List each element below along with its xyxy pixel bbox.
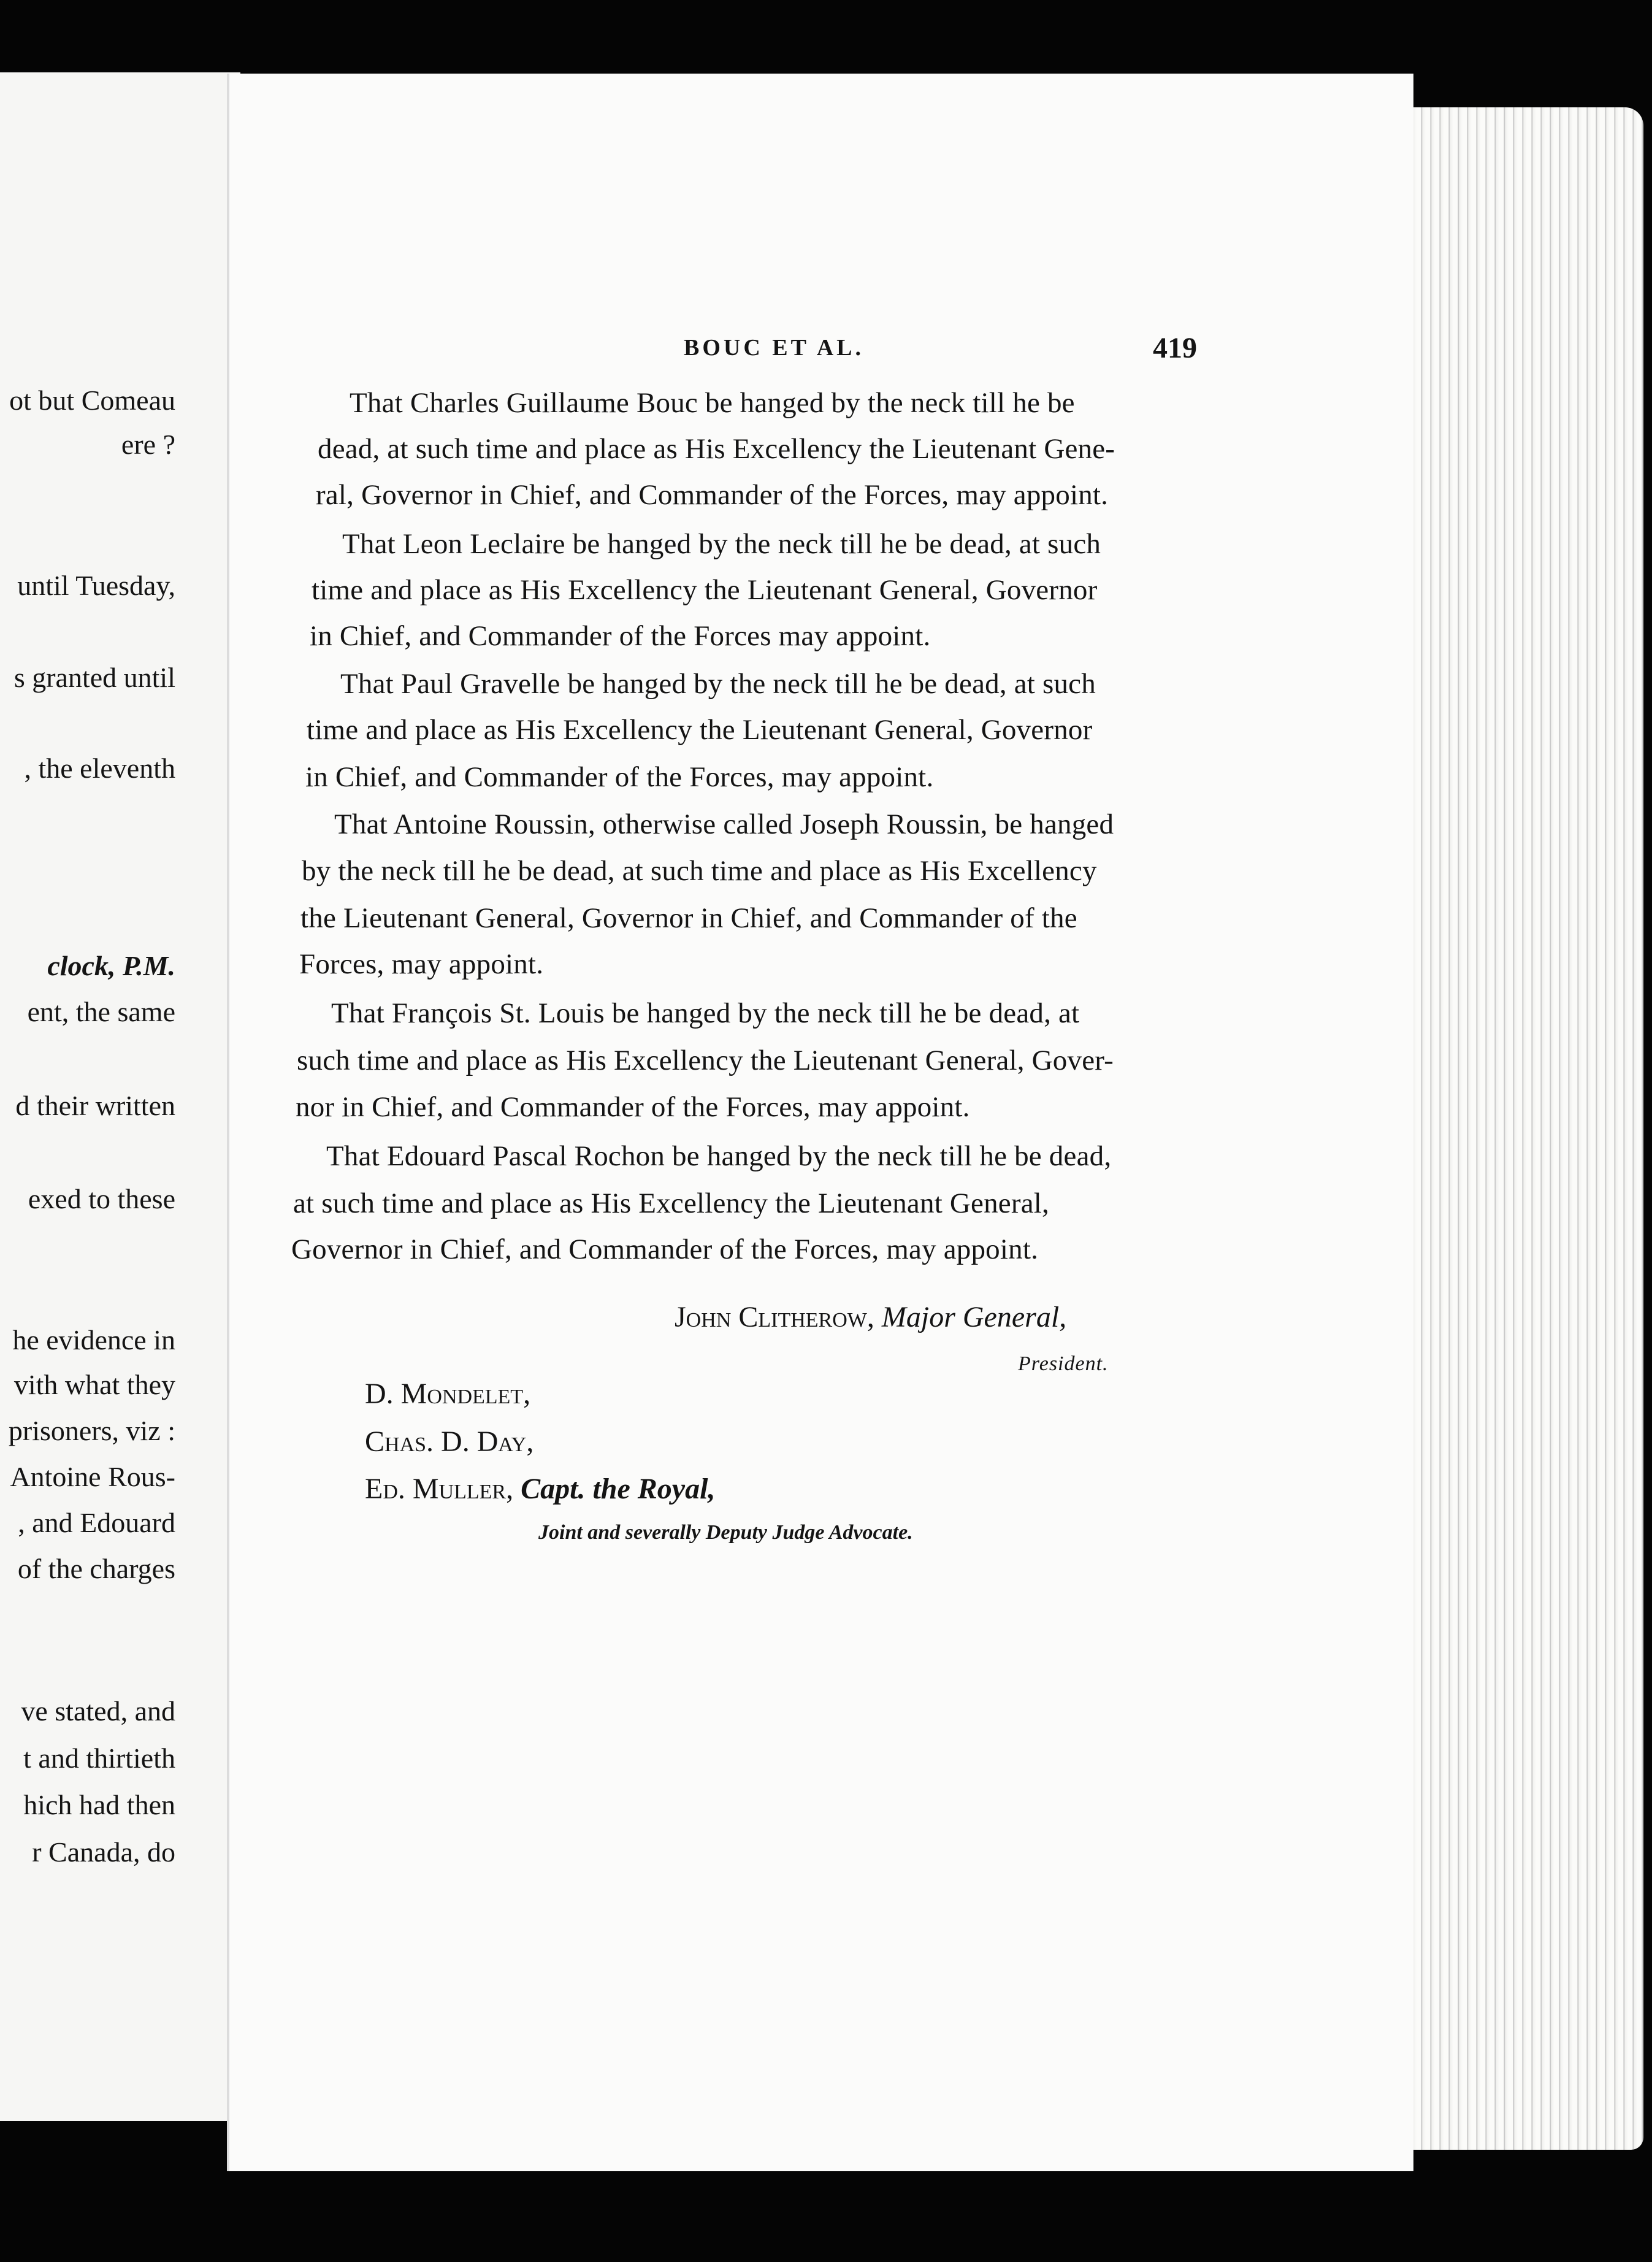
left-page-line: ere ? xyxy=(121,429,175,460)
president-signature xyxy=(675,1300,1066,1334)
left-page-line: ent, the same xyxy=(27,996,175,1027)
body-line: in Chief, and Commander of the Forces may appoint. xyxy=(310,620,931,652)
left-page-line: he evidence in xyxy=(12,1324,175,1355)
judge-signature-2: Chas. D. Day, xyxy=(365,1425,534,1458)
page-number: 419 xyxy=(1153,332,1197,364)
body-line: nor in Chief, and Commander of the Forces, may appoint. xyxy=(296,1091,970,1123)
left-page-line: prisoners, viz : xyxy=(8,1415,175,1446)
main-page xyxy=(227,74,1413,2171)
judge-3-rank: Capt. the Royal, xyxy=(521,1473,716,1505)
body-line: That Paul Gravelle be hanged by the neck till he be dead, at such xyxy=(340,668,1096,700)
deputy-judge-advocate-line: Joint and severally Deputy Judge Advocate. xyxy=(538,1521,913,1544)
left-page-line: d their written xyxy=(15,1090,175,1121)
left-page-line: , and Edouard xyxy=(18,1507,175,1538)
body-line: That Edouard Pascal Rochon be hanged by the neck till he be dead, xyxy=(326,1140,1112,1172)
body-line: time and place as His Excellency the Lieutenant General, Governor xyxy=(312,574,1098,606)
left-page-line: clock, P.M. xyxy=(47,950,175,981)
left-page-line: r Canada, do xyxy=(32,1836,175,1868)
left-page-line: exed to these xyxy=(28,1183,175,1214)
judge-signature-1: D. Mondelet, xyxy=(365,1378,531,1410)
body-line: such time and place as His Excellency the Lieutenant General, Gover- xyxy=(297,1045,1114,1076)
body-line: dead, at such time and place as His Excellency the Lieutenant Gene- xyxy=(318,433,1115,465)
president-rank: Major General, xyxy=(881,1301,1067,1333)
left-page-line: until Tuesday, xyxy=(17,570,175,601)
page-stack-edges xyxy=(1380,107,1643,2150)
body-line: Governor in Chief, and Commander of the Forces, may appoint. xyxy=(291,1233,1039,1265)
body-line: the Lieutenant General, Governor in Chief, and Commander of the xyxy=(300,902,1077,934)
body-line: Forces, may appoint. xyxy=(299,948,544,980)
body-line: That Charles Guillaume Bouc be hanged by the neck till he be xyxy=(350,387,1075,419)
left-page-line: t and thirtieth xyxy=(23,1743,175,1774)
left-page-line: s granted until xyxy=(13,662,175,693)
body-line: That Antoine Roussin, otherwise called Joseph Roussin, be hanged xyxy=(334,808,1114,840)
left-facing-page xyxy=(0,72,240,2121)
judge-signature-3 xyxy=(365,1472,715,1506)
left-page-line: of the charges xyxy=(17,1553,175,1584)
left-page-line: Antoine Rous- xyxy=(10,1461,175,1492)
body-line: in Chief, and Commander of the Forces, may appoint. xyxy=(305,761,934,793)
president-title: President. xyxy=(1018,1352,1109,1375)
left-page-line: , the eleventh xyxy=(24,753,175,784)
running-head: BOUC ET AL. xyxy=(684,335,864,361)
body-line: That François St. Louis be hanged by the neck till he be dead, at xyxy=(331,997,1080,1029)
president-name: John Clitherow, xyxy=(675,1301,874,1333)
body-line: time and place as His Excellency the Lieutenant General, Governor xyxy=(307,714,1093,746)
left-page-line: ot but Comeau xyxy=(9,385,175,416)
left-page-line: ve stated, and xyxy=(21,1695,175,1727)
body-line: ral, Governor in Chief, and Commander of the Forces, may appoint. xyxy=(316,479,1109,511)
body-line: by the neck till he be dead, at such time and place as His Excellency xyxy=(302,855,1097,887)
judge-3-name: Ed. Muller, xyxy=(365,1473,514,1505)
body-line: That Leon Leclaire be hanged by the neck till he be dead, at such xyxy=(342,528,1101,560)
left-page-line: vith what they xyxy=(13,1369,175,1400)
body-line: at such time and place as His Excellency the Lieutenant General, xyxy=(293,1187,1049,1219)
left-page-line: hich had then xyxy=(23,1789,175,1820)
